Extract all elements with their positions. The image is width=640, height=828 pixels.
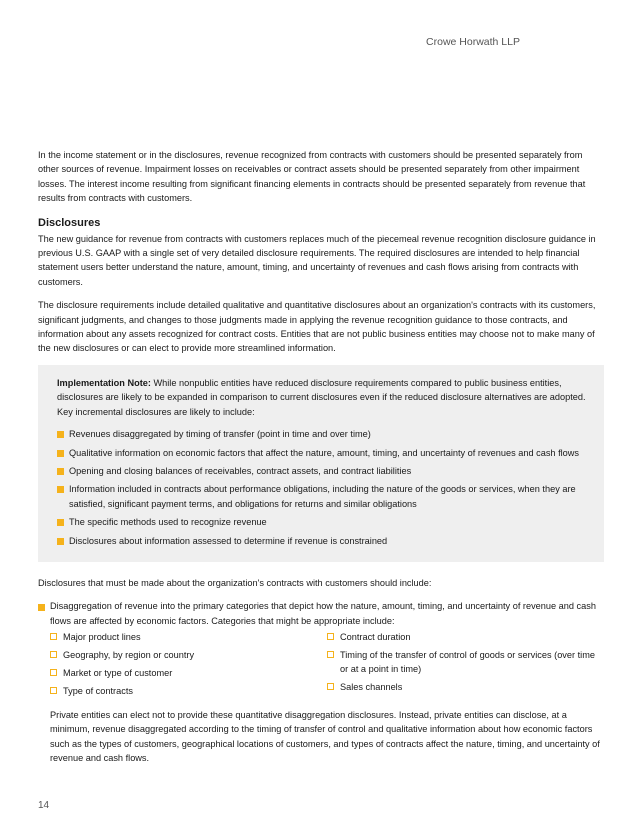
implementation-note-text <box>57 376 590 419</box>
implementation-note-box <box>38 365 604 562</box>
list-item <box>57 427 590 441</box>
open-square-bullet-icon <box>50 669 57 676</box>
list-item <box>57 482 590 511</box>
open-square-bullet-icon <box>327 651 334 658</box>
implementation-note-label: Implementation Note: <box>57 377 151 388</box>
list-item <box>38 599 604 701</box>
list-item <box>50 630 327 644</box>
open-square-bullet-icon <box>50 687 57 694</box>
header-firm-name: Crowe Horwath LLP <box>426 36 520 48</box>
page-content <box>38 148 604 774</box>
square-bullet-icon <box>57 538 64 545</box>
list-item <box>327 630 604 644</box>
list-item <box>57 446 590 460</box>
square-bullet-icon <box>38 604 45 611</box>
list-item-text: Market or type of customer <box>63 667 173 678</box>
list-item-text: Contract duration <box>340 632 411 643</box>
list-item-text: Timing of the transfer of control of goods or services (over time or at a point in time) <box>340 650 595 675</box>
open-square-bullet-icon <box>327 633 334 640</box>
list-item <box>57 464 590 478</box>
disclosures-paragraph-2: The disclosure requirements include detailed qualitative and quantitative disclosures about an organization's contracts with its customers, significant judgments, and changes to those judgments made in applying the revenue recognition guidance to those contracts, and information about any assets recognized for contract costs. Entities that are not public business entities may choose not to make many of the new disclosures or can elect to provide more streamlined information. <box>38 300 596 354</box>
page-number: 14 <box>38 800 50 811</box>
list-item-text: Major product lines <box>63 632 141 643</box>
list-item-text: Information included in contracts about performance obligations, including the nature of the goods or services, when they are satisfied, significant payment terms, and obligations for returns and similar obligations <box>69 484 576 509</box>
list-item-text: The specific methods used to recognize revenue <box>69 517 267 528</box>
list-item <box>50 684 327 698</box>
list-item-text: Opening and closing balances of receivables, contract assets, and contract liabilities <box>69 465 412 476</box>
list-item-text: Qualitative information on economic factors that affect the nature, amount, timing, and uncertainty of revenues and cash flows <box>69 447 580 458</box>
square-bullet-icon <box>57 468 64 475</box>
list-item <box>57 515 590 529</box>
list-item-text: Revenues disaggregated by timing of transfer (point in time and over time) <box>69 429 371 440</box>
disclosure-requirements-list <box>38 599 604 701</box>
intro-paragraph: In the income statement or in the disclosures, revenue recognized from contracts with customers should be presented separately from other sources of revenue. Impairment losses on receivables or contract assets should be presented separately from other impairment losses. The interest income resulting from significant financing elements in contracts should be presented separately from revenue that results from contracts with customers. <box>38 150 586 204</box>
list-item <box>327 648 604 677</box>
list-item-text: Disclosures about information assessed to determine if revenue is constrained <box>69 535 388 546</box>
list-item-text: Sales channels <box>340 682 403 693</box>
category-column-left <box>50 630 327 702</box>
open-square-bullet-icon <box>50 633 57 640</box>
list-item-text: Type of contracts <box>63 685 133 696</box>
open-square-bullet-icon <box>50 651 57 658</box>
disclosures-paragraph-1: The new guidance for revenue from contracts with customers replaces much of the piecemeal revenue recognition disclosure guidance in previous U.S. GAAP with a single set of very detailed disclosure requirements. The required disclosures are intended to help financial statement users better understand the nature, amount, timing, and uncertainty of revenues and cash flows arising from contracts with customers. <box>38 233 596 287</box>
implementation-note-list <box>57 427 590 548</box>
must-include-paragraph: Disclosures that must be made about the organization's contracts with customers should include: <box>38 577 432 588</box>
square-bullet-icon <box>57 431 64 438</box>
disaggregation-text: Disaggregation of revenue into the primary categories that depict how the nature, amount, timing, and uncertainty of revenue and cash flows are affected by economic factors. Categories that might be appropriate include: <box>50 601 596 626</box>
section-heading-disclosures: Disclosures <box>38 216 101 229</box>
list-item <box>57 534 590 548</box>
list-item-text: Geography, by region or country <box>63 650 195 661</box>
list-item <box>50 666 327 680</box>
open-square-bullet-icon <box>327 683 334 690</box>
category-column-right <box>327 630 604 702</box>
private-entities-paragraph: Private entities can elect not to provide these quantitative disaggregation disclosures. Instead, private entities can disclose, at a minimum, revenue disaggregated according to the timing of transfer of control and qualitative information about how economic factors such as the types of customers, geographical locations of customers, and types of contracts affect the nature, timing, and uncertainty of revenue and cash flows. <box>50 709 600 763</box>
list-item <box>327 680 604 694</box>
square-bullet-icon <box>57 486 64 493</box>
square-bullet-icon <box>57 519 64 526</box>
square-bullet-icon <box>57 450 64 457</box>
category-columns <box>50 630 604 702</box>
implementation-note-body: While nonpublic entities have reduced disclosure requirements compared to public business entities, disclosures are likely to be expanded in comparison to current disclosures even if the reduced disclosure alternatives are adopted. Key incremental disclosures are likely to include: <box>57 377 586 417</box>
list-item <box>50 648 327 662</box>
